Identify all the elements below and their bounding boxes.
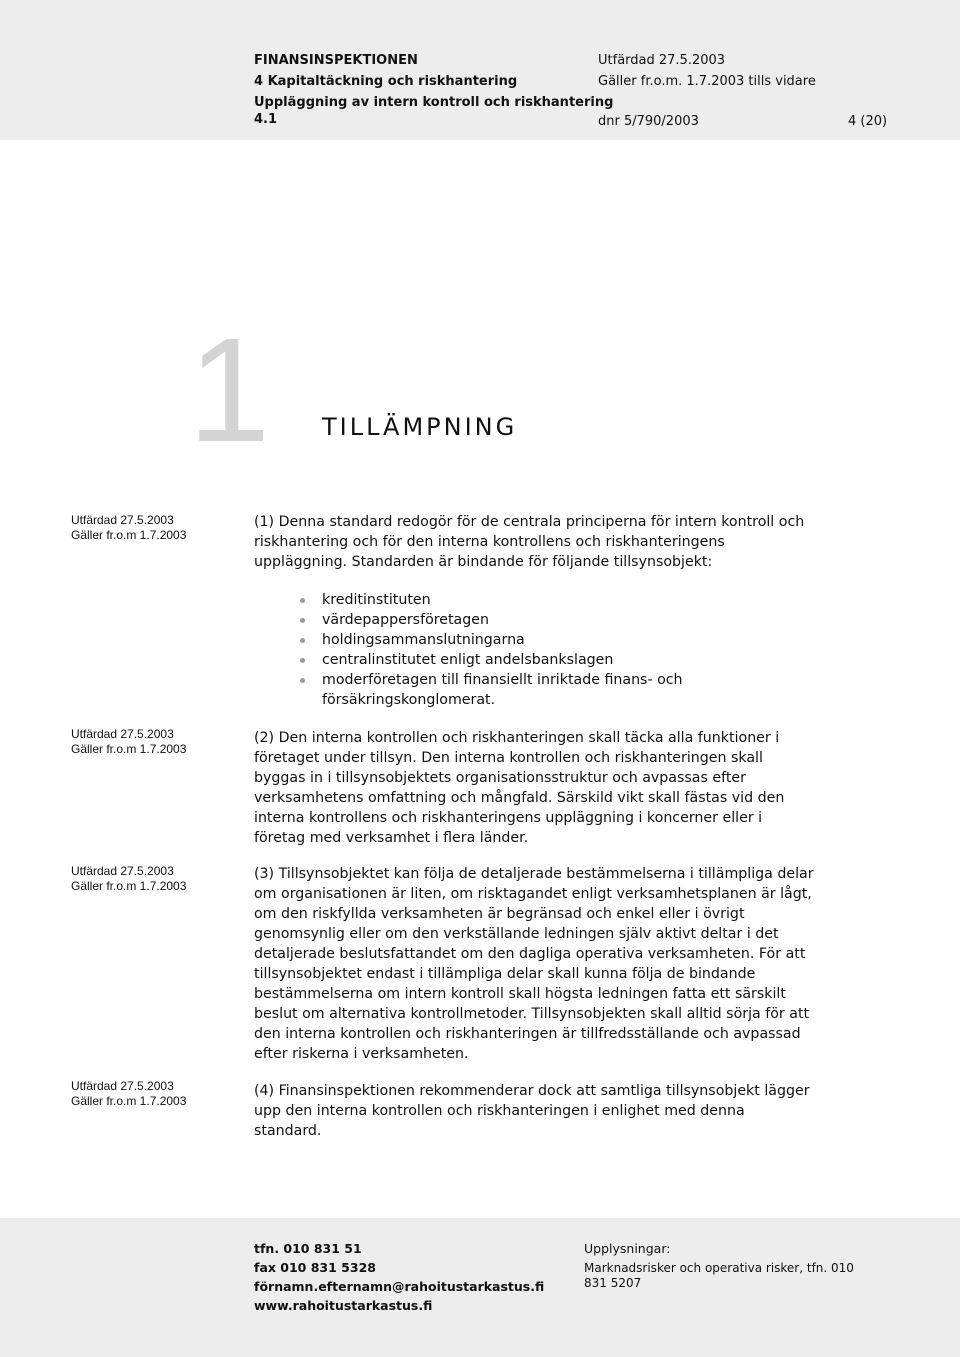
paragraph-line: företag med verksamhet i flera länder. [254,830,529,846]
margin-note-valid: Gäller fr.o.m 1.7.2003 [71,742,187,756]
footer-info-line: 831 5207 [584,1276,642,1290]
paragraph-2 [254,728,904,848]
paragraph-line: efter riskerna i verksamheten. [254,1046,469,1062]
bullet-icon [300,598,305,603]
footer-email[interactable]: förnamn.efternamn@rahoitustarkastus.fi [254,1279,545,1294]
list-item [300,590,820,610]
paragraph-line: (3) Tillsynsobjektet kan följa de detaljerade bestämmelserna i tillämpliga delar [254,866,814,882]
list-item [300,670,820,690]
list-item-text: centralinstitutet enligt andelsbankslagen [322,652,614,668]
paragraph-line: byggas in i tillsynsobjektets organisationsstruktur och avpassas efter [254,770,746,786]
paragraph-line: (1) Denna standard redogör för de centrala principerna för intern kontroll och [254,514,805,530]
list-item-text: värdepappersföretagen [322,612,489,628]
paragraph-line: verksamhetens omfattning och mångfald. Särskild vikt skall fästas vid den [254,790,785,806]
footer-phone: tfn. 010 831 51 [254,1241,362,1256]
list-item-text: moderföretagen till finansiellt inriktade finans- och [322,672,683,688]
paragraph-line: företaget under tillsyn. Den interna kontrollen och riskhanteringen skall [254,750,763,766]
list-item-text: kreditinstituten [322,592,431,608]
paragraph-line: interna kontrollens och riskhanteringens uppläggning i koncerner eller i [254,810,763,826]
paragraph-line: om den riskfyllda verksamheten är begränsad och enkel eller i övrigt [254,906,745,922]
paragraph-line: upp den interna kontrollen och riskhanteringen i enlighet med denna [254,1103,745,1119]
footer-fax: fax 010 831 5328 [254,1260,376,1275]
paragraph-line: riskhantering och för den interna kontrollens och riskhanteringens [254,534,725,550]
list-item [300,650,820,670]
paragraph-line: den interna kontrollen och riskhanteringen är tillfredsställande och avpassad [254,1026,801,1042]
list-item-text: försäkringskonglomerat. [322,692,496,708]
header-section: Uppläggning av intern kontroll och riskhantering [254,95,614,110]
margin-note-valid: Gäller fr.o.m 1.7.2003 [71,1094,187,1108]
paragraph-line: uppläggning. Standarden är bindande för följande tillsynsobjekt: [254,554,713,570]
bullet-icon [300,678,305,683]
header-section-number: 4.1 [254,112,278,127]
margin-note-valid: Gäller fr.o.m 1.7.2003 [71,528,187,542]
margin-note [71,727,186,757]
paragraph-line: (2) Den interna kontrollen och riskhanteringen skall täcka alla funktioner i [254,730,780,746]
bullet-icon [300,658,305,663]
footer-info-line: Marknadsrisker och operativa risker, tfn. 010 [584,1261,854,1275]
margin-note-issued: Utfärdad 27.5.2003 [71,1079,174,1093]
bullet-icon [300,638,305,643]
paragraph-line: tillsynsobjektet endast i tillämpliga delar skall kunna följa de bindande [254,966,756,982]
margin-note-valid: Gäller fr.o.m 1.7.2003 [71,879,187,893]
margin-note [71,513,186,543]
margin-note [71,864,186,894]
chapter-number: 1 [188,308,271,473]
paragraph-4 [254,1081,904,1141]
page-header [0,0,960,140]
paragraph-line: beslut om alternativa kontrollmetoder. Tillsynsobjekten skall alltid sörja för att [254,1006,810,1022]
header-chapter: 4 Kapitaltäckning och riskhantering [254,74,518,89]
list-item-text: holdingsammanslutningarna [322,632,525,648]
page-footer [0,1218,960,1357]
paragraph-3 [254,864,904,1064]
footer-info-label: Upplysningar: [584,1241,671,1256]
list-item-continuation [300,690,820,710]
footer-website-link[interactable]: www.rahoitustarkastus.fi [254,1298,433,1313]
paragraph-line: om organisationen är liten, om risktagandet enligt verksamhetsplanen är lågt, [254,886,812,902]
header-dnr: dnr 5/790/2003 [598,114,699,129]
paragraph-line: detaljerade beslutsfattandet om den dagliga operativa verksamheten. För att [254,946,806,962]
chapter-title: TILLÄMPNING [322,413,518,441]
margin-note-issued: Utfärdad 27.5.2003 [71,513,174,527]
header-issued: Utfärdad 27.5.2003 [598,53,726,68]
header-org: FINANSINSPEKTIONEN [254,53,418,68]
list-item [300,630,820,650]
bullet-icon [300,618,305,623]
paragraph-line: genomsynlig eller om den verkställande ledningen själv aktivt deltar i det [254,926,779,942]
header-page-number: 4 (20) [848,114,888,129]
paragraph-line: (4) Finansinspektionen rekommenderar dock att samtliga tillsynsobjekt lägger [254,1083,810,1099]
paragraph-line: standard. [254,1123,322,1139]
header-valid: Gäller fr.o.m. 1.7.2003 tills vidare [598,74,816,89]
margin-note-issued: Utfärdad 27.5.2003 [71,864,174,878]
paragraph-1 [254,512,904,572]
margin-note-issued: Utfärdad 27.5.2003 [71,727,174,741]
margin-note [71,1079,186,1109]
list-item [300,610,820,630]
bullet-list [300,590,820,710]
paragraph-line: bestämmelserna om intern kontroll skall högsta ledningen fatta ett särskilt [254,986,786,1002]
